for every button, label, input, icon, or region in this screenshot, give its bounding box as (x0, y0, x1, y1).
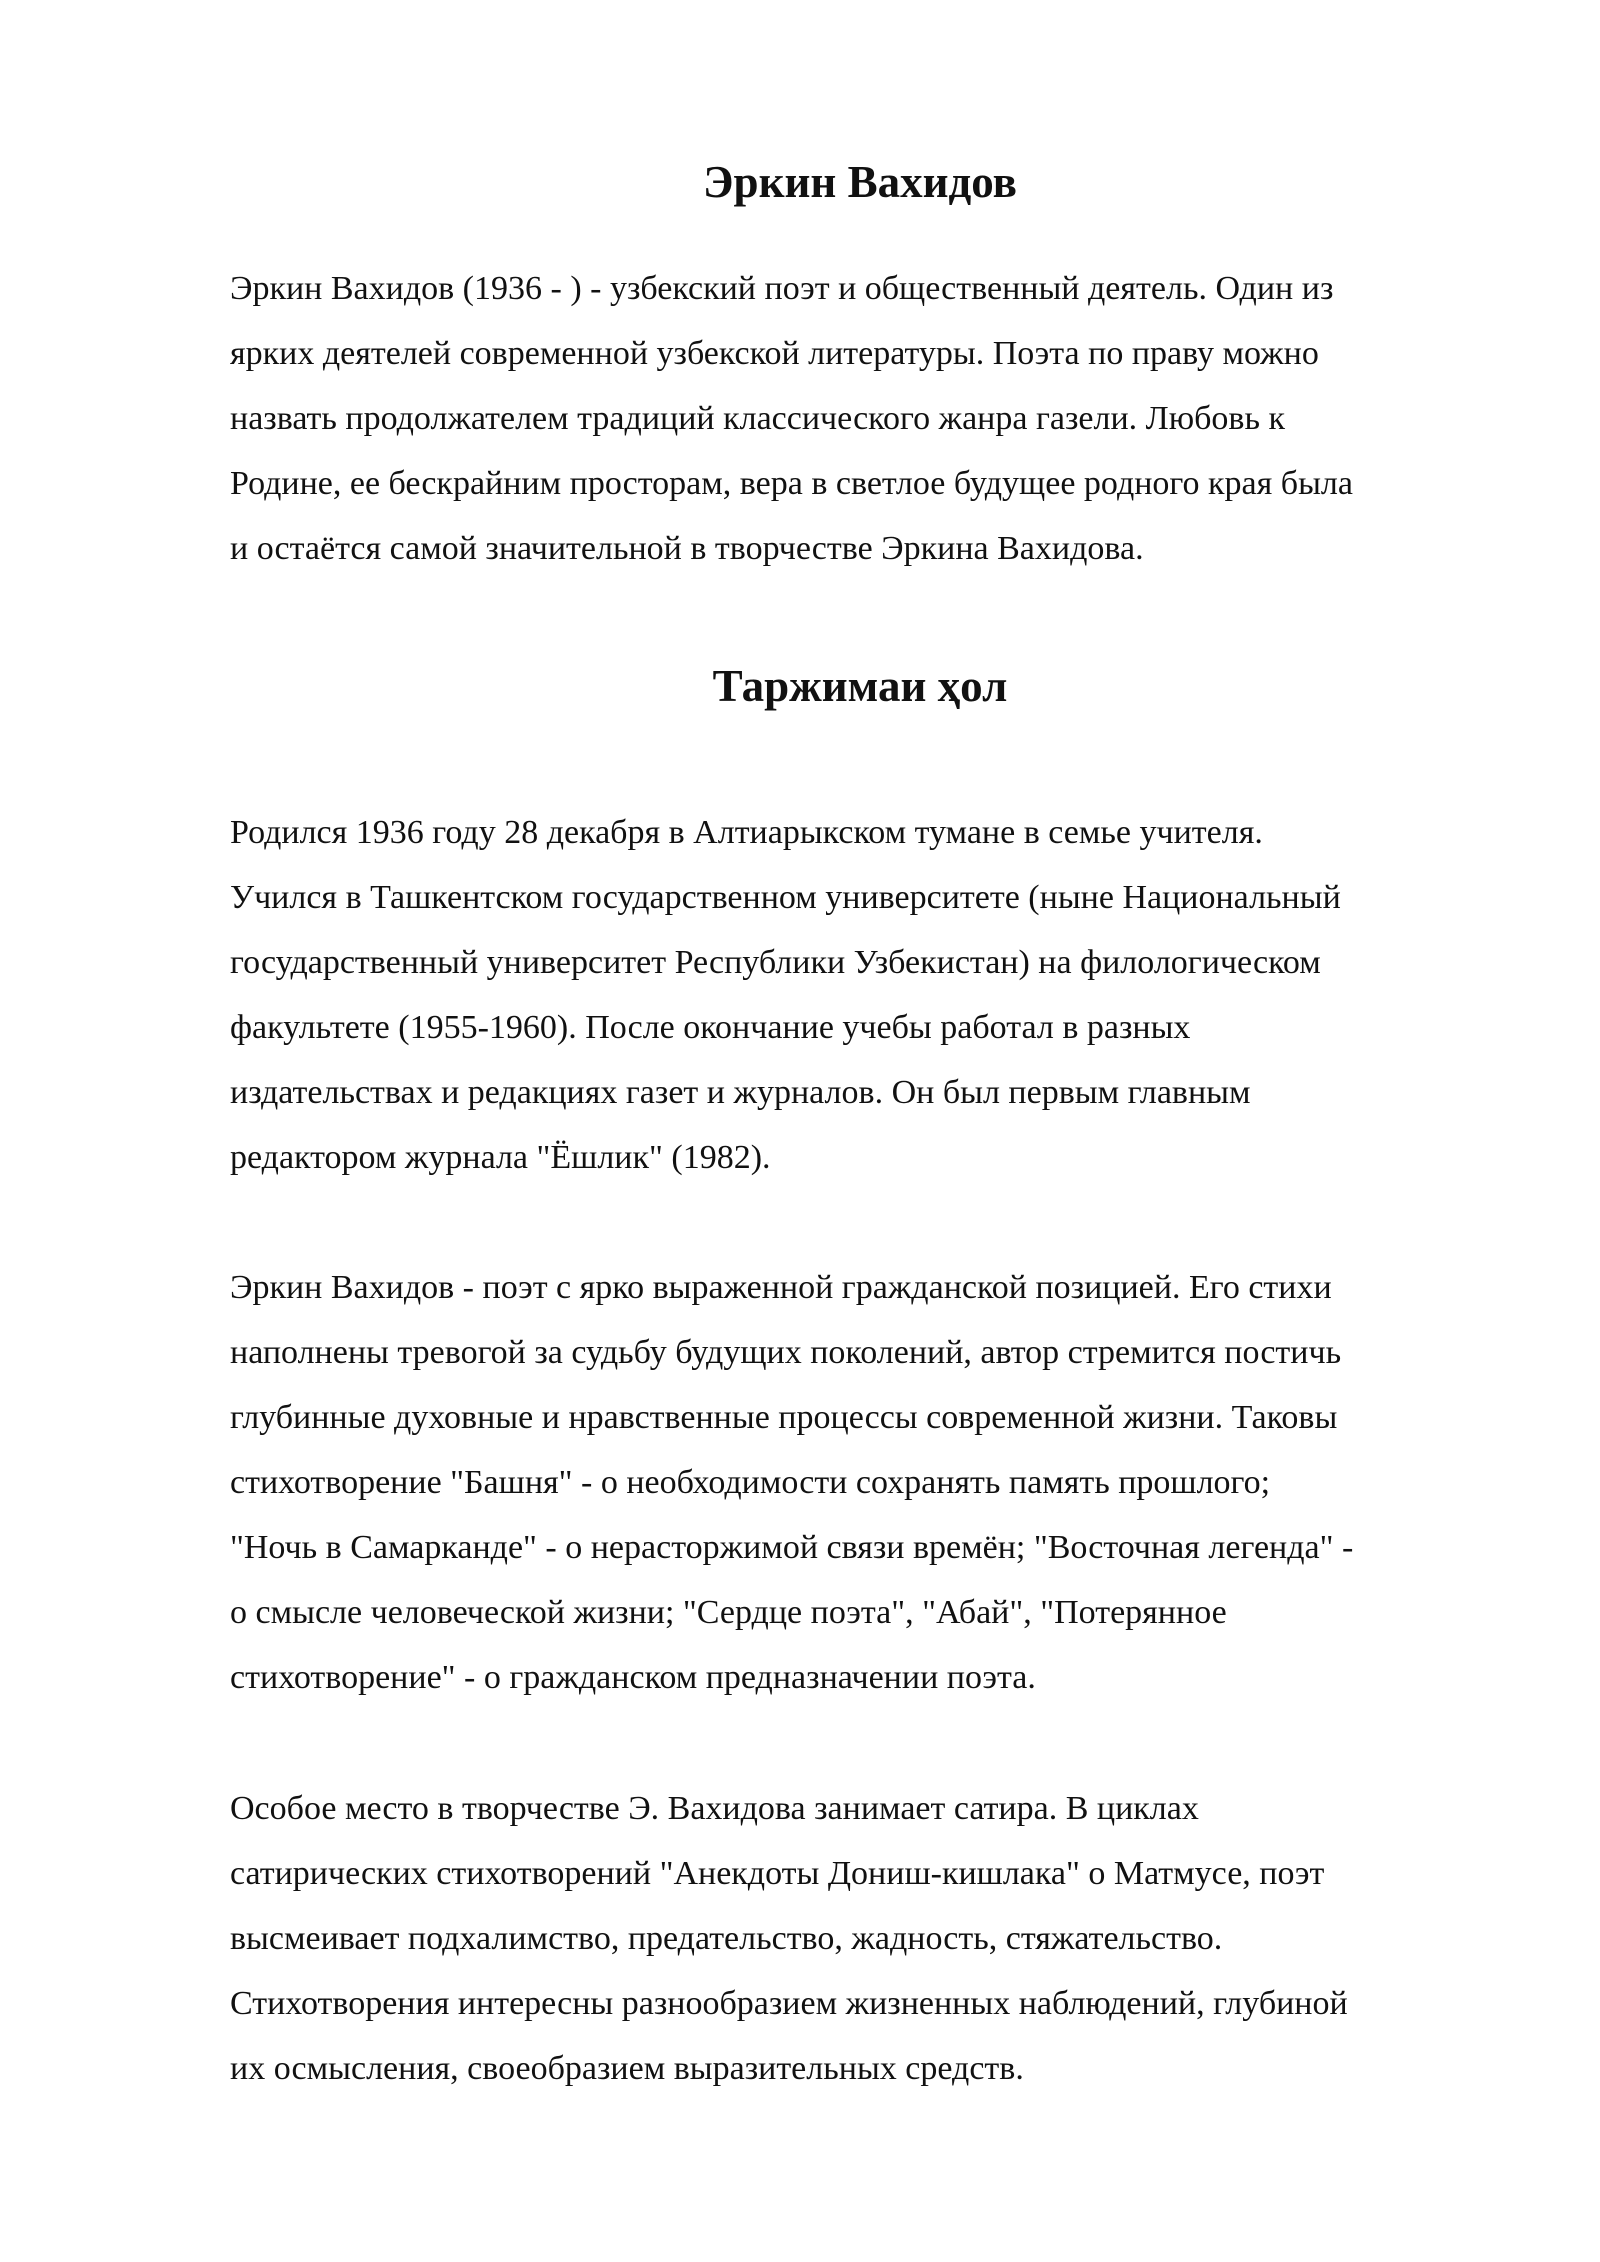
text-line: о смысле человеческой жизни; "Сердце поэта", "Абай", "Потерянное (230, 1594, 1227, 1631)
text-line: назвать продолжателем традиций классического жанра газели. Любовь к (230, 400, 1285, 437)
text-line: стихотворение "Башня" - о необходимости сохранять память прошлого; (230, 1464, 1271, 1501)
text-line: факультете (1955-1960). После окончание учебы работал в разных (230, 1009, 1191, 1046)
text-line: "Ночь в Самарканде" - о нерасторжимой связи времён; "Восточная легенда" - (230, 1529, 1354, 1566)
text-line: глубинные духовные и нравственные процессы современной жизни. Таковы (230, 1399, 1338, 1436)
text-line: стихотворение" - о гражданском предназначении поэта. (230, 1659, 1036, 1696)
text-line: ярких деятелей современной узбекской литературы. Поэта по праву можно (230, 335, 1319, 372)
civic-position-paragraph (230, 1255, 1490, 1710)
text-line: их осмысления, своеобразием выразительных средств. (230, 2050, 1024, 2087)
text-line: и остаётся самой значительной в творчестве Эркина Вахидова. (230, 530, 1144, 567)
satire-paragraph (230, 1776, 1490, 2101)
text-line: Родине, ее бескрайним просторам, вера в светлое будущее родного края была (230, 465, 1353, 502)
text-line: Эркин Вахидов - поэт с ярко выраженной гражданской позицией. Его стихи (230, 1269, 1332, 1306)
text-line: Стихотворения интересны разнообразием жизненных наблюдений, глубиной (230, 1985, 1348, 2022)
biography-paragraph (230, 800, 1490, 1190)
section-heading: Таржимаи ҳол (712, 661, 1008, 711)
text-line: издательствах и редакциях газет и журналов. Он был первым главным (230, 1074, 1251, 1111)
intro-paragraph (230, 256, 1490, 581)
text-line: наполнены тревогой за судьбу будущих поколений, автор стремится постичь (230, 1334, 1342, 1371)
page-title: Эркин Вахидов (703, 157, 1017, 207)
text-line: Родился 1936 году 28 декабря в Алтиарыкском тумане в семье учителя. (230, 814, 1263, 851)
text-line: Особое место в творчестве Э. Вахидова занимает сатира. В циклах (230, 1790, 1199, 1827)
text-line: высмеивает подхалимство, предательство, жадность, стяжательство. (230, 1920, 1223, 1957)
text-line: редактором журнала "Ёшлик" (1982). (230, 1139, 771, 1176)
text-line: Эркин Вахидов (1936 - ) - узбекский поэт и общественный деятель. Один из (230, 270, 1334, 307)
text-line: сатирических стихотворений "Анекдоты Дониш-кишлака" о Матмусе, поэт (230, 1855, 1325, 1892)
text-line: государственный университет Республики Узбекистан) на филологическом (230, 944, 1321, 981)
text-line: Учился в Ташкентском государственном университете (ныне Национальный (230, 879, 1341, 916)
